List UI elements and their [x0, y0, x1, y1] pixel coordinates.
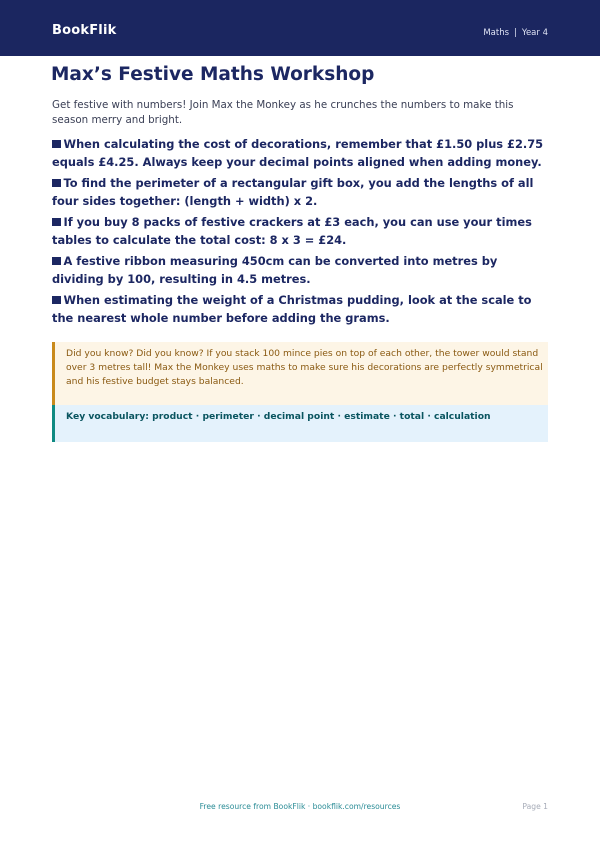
key-point: [52, 214, 552, 249]
square-bullet-icon: [52, 140, 61, 149]
page-title: Max’s Festive Maths Workshop: [51, 64, 375, 85]
callout-panel: [52, 342, 548, 442]
key-point: [52, 253, 552, 288]
resources-link[interactable]: Free resource from BookFlik · bookflik.com/resources: [199, 802, 401, 811]
square-bullet-icon: [52, 218, 61, 227]
subject-label: Maths: [483, 28, 510, 38]
key-point: [52, 136, 552, 171]
brand-logo[interactable]: BookFlik: [52, 23, 117, 38]
header-bar: [0, 0, 600, 56]
key-point: [52, 175, 552, 210]
page-footer: [0, 802, 600, 816]
vocabulary-box: [55, 405, 548, 442]
intro-paragraph: Get festive with numbers! Join Max the Monkey as he crunches the numbers to make this season merry and bright.: [52, 99, 514, 126]
header-meta: [483, 28, 548, 38]
key-point-text: When calculating the cost of decorations, remember that £1.50 plus £2.75 equals £4.25. Always keep your decimal points aligned when adding money.: [52, 137, 544, 169]
key-points-list: [52, 136, 552, 331]
key-point-text: A festive ribbon measuring 450cm can be converted into metres by dividing by 100, resulting in 4.5 metres.: [52, 254, 498, 286]
key-point-text: To find the perimeter of a rectangular gift box, you add the lengths of all four sides together: (length + width) x 2.: [52, 176, 534, 208]
square-bullet-icon: [52, 179, 61, 188]
square-bullet-icon: [52, 296, 61, 305]
key-point-text: If you buy 8 packs of festive crackers at £3 each, you can use your times tables to calculate the total cost: 8 x 3 = £24.: [52, 215, 532, 247]
fun-fact-text: Did you know? Did you know? If you stack 100 mince pies on top of each other, the tower would stand over 3 metres tall! Max the Monkey uses maths to make sure his decorations are perfectly symmetrical and his festive budget stays balanced.: [66, 348, 543, 387]
square-bullet-icon: [52, 257, 61, 266]
key-point: [52, 292, 552, 327]
key-point-text: When estimating the weight of a Christmas pudding, look at the scale to the nearest whole number before adding the grams.: [52, 293, 532, 325]
page-number: Page 1: [522, 802, 548, 811]
year-label: Year 4: [521, 28, 548, 38]
vocabulary-text: Key vocabulary: product · perimeter · decimal point · estimate · total · calculation: [66, 411, 491, 422]
fun-fact-box: [55, 342, 548, 405]
meta-separator: |: [514, 28, 517, 38]
